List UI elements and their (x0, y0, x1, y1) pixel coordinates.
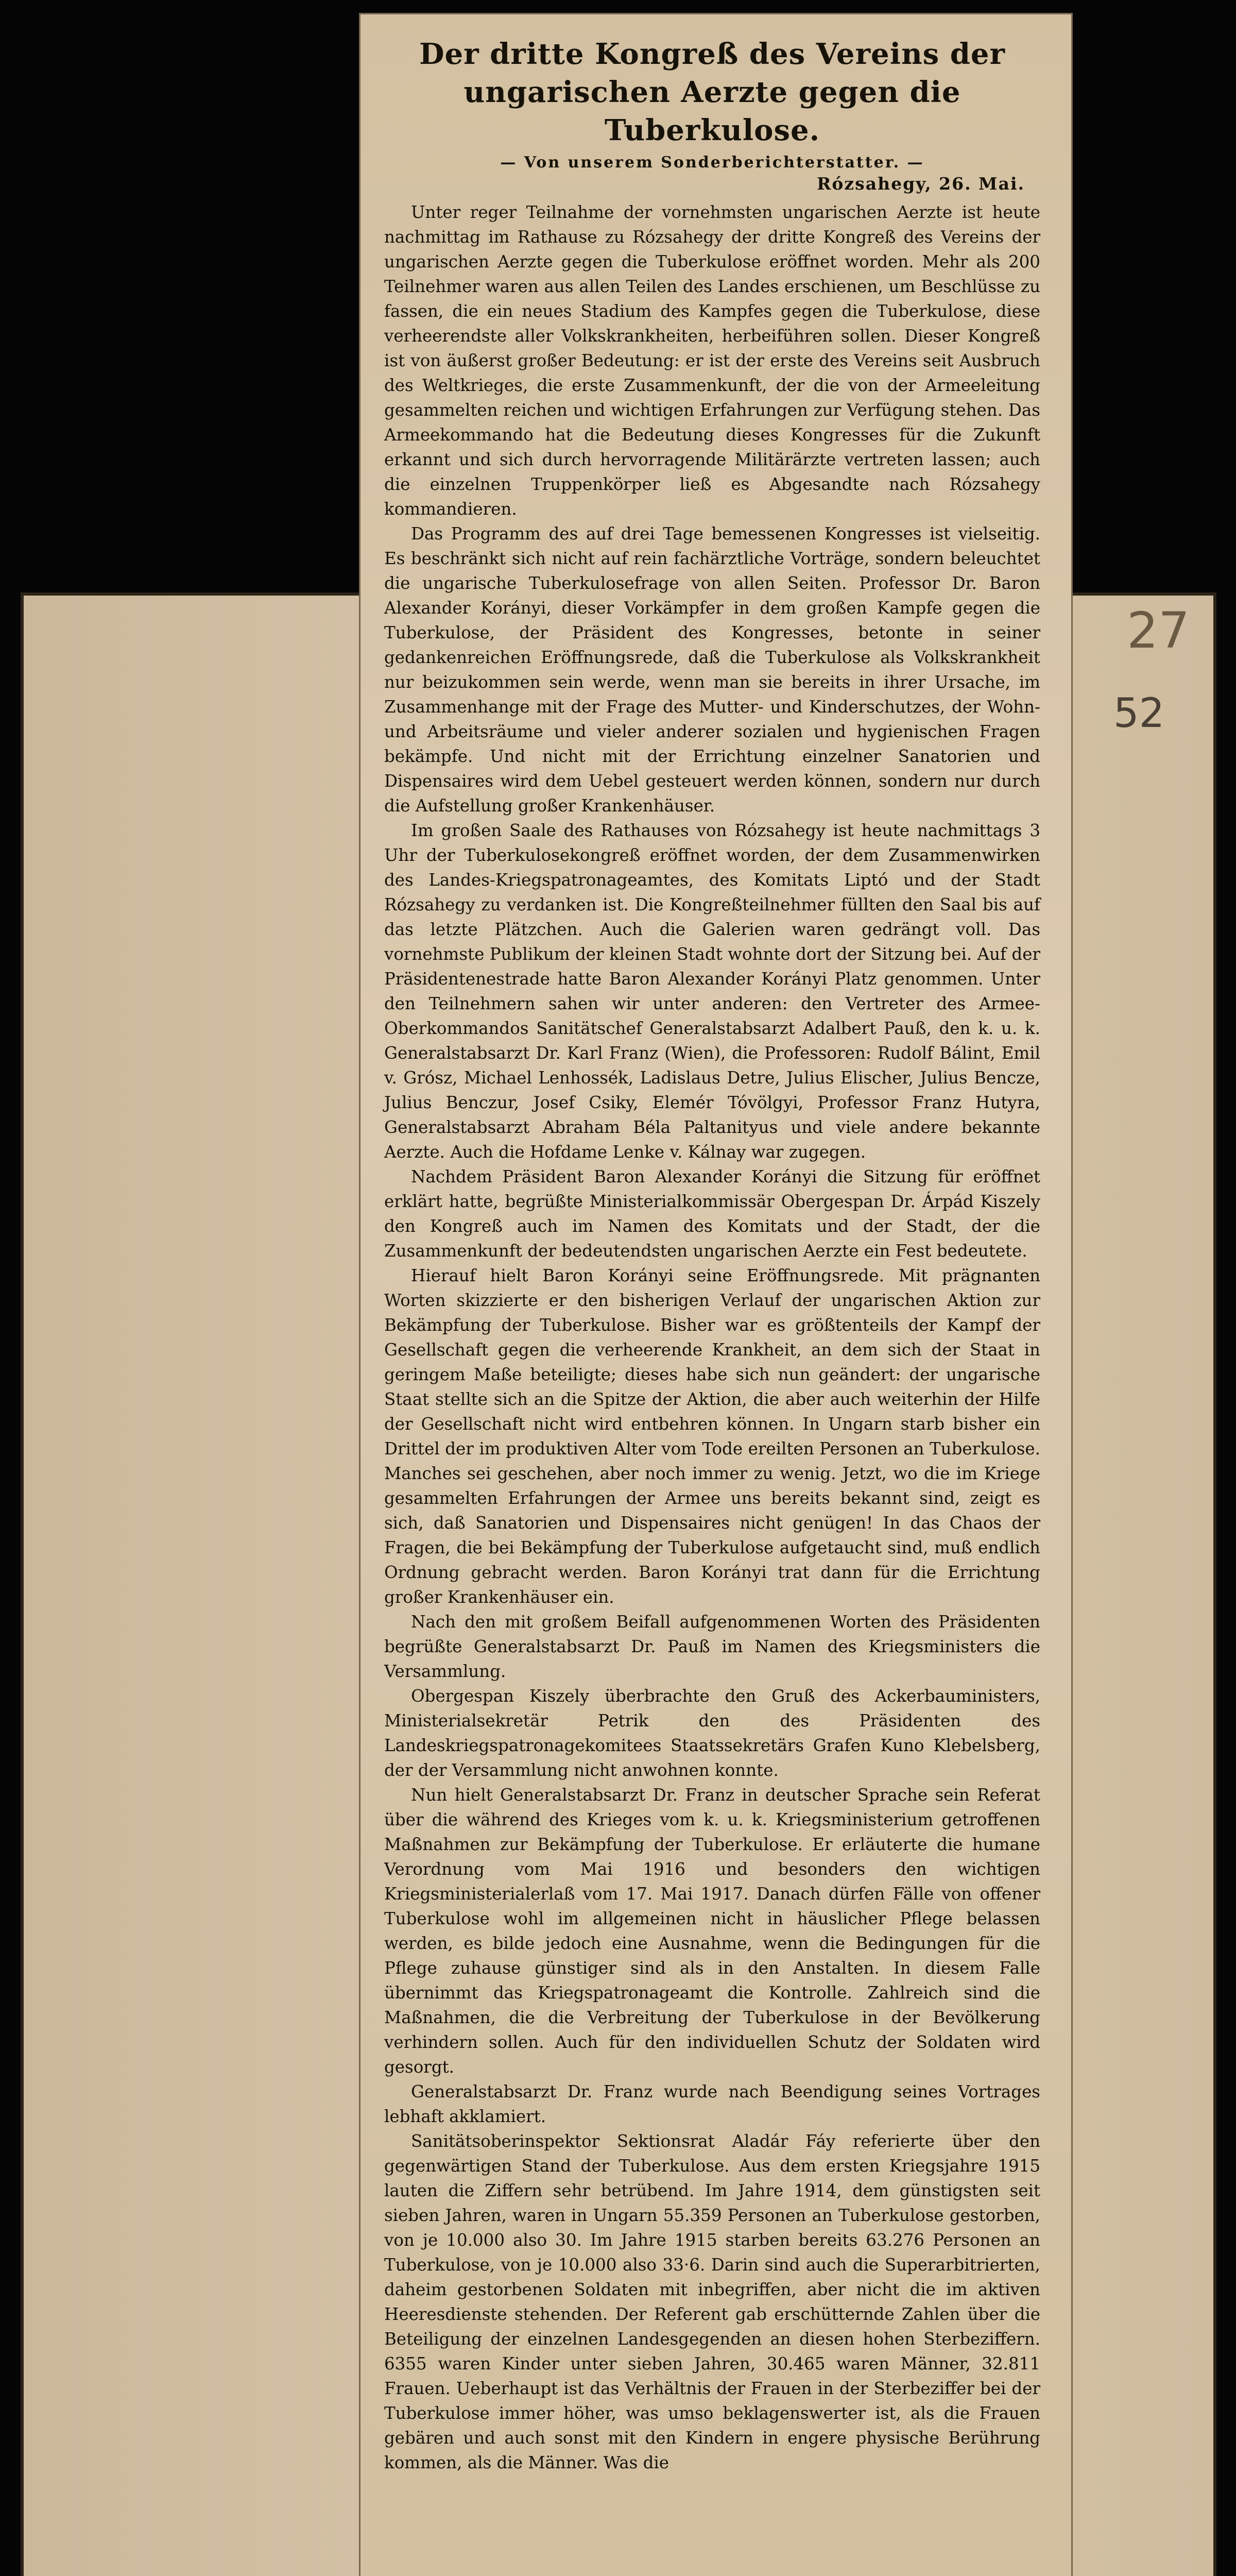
paragraph: Nachdem Präsident Baron Alexander Korányi die Sitzung für eröffnet erklärt hatte, begrüßte Ministerialkommissär Obergespan Dr. Árpád Kiszely den Kongreß auch im Namen des Komitats und der Stadt, der die Zusammenkunft der bedeutendsten ungarischen Aerzte ein Fest bedeutete. (384, 1167, 1040, 1261)
paragraph: Im großen Saale des Rathauses von Rózsahegy ist heute nachmittags 3 Uhr der Tuberkulosekongreß eröffnet worden, der dem Zusammenwirken des Landes-Kriegspatronageamtes, des Komitats Liptó und der Stadt Rózsahegy zu verdanken ist. Die Kongreßteilnehmer füllten den Saal bis auf das letzte Plätzchen. Auch die Galerien waren gedrängt voll. Das vornehmste Publikum der kleinen Stadt wohnte dort der Sitzung bei. Auf der Präsidentenestrade hatte Baron Alexander Korányi Platz genommen. Unter den Teilnehmern sahen wir unter anderen: den Vertreter des Armee-Oberkommandos Sanitätschef Generalstabsarzt Adalbert Pauß, den k. u. k. Generalstabsarzt Dr. Karl Franz (Wien), die Professoren: Rudolf Bálint, Emil v. Grósz, Michael Lenhossék, Ladislaus Detre, Julius Elischer, Julius Bencze, Julius Benczur, Josef Csiky, Elemér Tóvölgyi, Professor Franz Hutyra, Generalstabsarzt Abraham Béla Paltanityus und viele andere bekannte Aerzte. Auch die Hofdame Lenke v. Kálnay war zugegen. (384, 821, 1040, 1162)
paragraph: Sanitätsoberinspektor Sektionsrat Aladár Fáy referierte über den gegenwärtigen Stand der Tuberkulose. Aus dem ersten Kriegsjahre 1915 lauten die Ziffern sehr betrübend. Im Jahre 1914, dem günstigsten seit sieben Jahren, waren in Ungarn 55.359 Personen an Tuberkulose gestorben, von je 10.000 also 30. Im Jahre 1915 starben bereits 63.276 Personen an Tuberkulose, von je 10.000 also 33·6. Darin sind auch die Superarbitrierten, daheim gestorbenen Soldaten mit inbegriffen, aber nicht die im aktiven Heeresdienste stehenden. Der Referent gab erschütternde Zahlen über die Beteiligung der einzelnen Landesgegenden an diesen hohen Sterbeziffern. 6355 waren Kinder unter sieben Jahren, 30.465 waren Männer, 32.811 Frauen. Ueberhaupt ist das Verhältnis der Frauen in der Sterbeziffer bei der Tuberkulose immer höher, was umso beklagenswerter ist, als die Frauen gebären und auch sonst mit den Kindern in engere physische Berührung kommen, als die Männer. Was die (384, 2131, 1040, 2472)
article-byline: — Von unserem Sonderberichterstatter. — (500, 154, 924, 172)
mount-page-number: 52 (1113, 690, 1165, 737)
paragraph: Das Programm des auf drei Tage bemessenen Kongresses ist vielseitig. Es beschränkt sich nicht auf rein fachärztliche Vorträge, sondern beleuchtet die ungarische Tuberkulosefrage von allen Seiten. Professor Dr. Baron Alexander Korányi, dieser Vorkämpfer in dem großen Kampfe gegen die Tuberkulose, der Präsident des Kongresses, betonte in seiner gedankenreichen Eröffnungsrede, daß die Tuberkulose als Volkskrankheit nur beizukommen sein werde, wenn man sie bereits in ihrer Ursache, im Zusammenhange mit der Frage des Mutter- und Kinderschutzes, der Wohn- und Arbeitsräume und vieler anderer sozialen und hygienischen Fragen bekämpfe. Und nicht mit der Errichtung einzelner Sanatorien und Dispensaires wird dem Uebel gesteuert werden können, sondern nur durch die Aufstellung großer Krankenhäuser. (384, 524, 1040, 816)
paragraph: Nun hielt Generalstabsarzt Dr. Franz in deutscher Sprache sein Referat über die während des Krieges vom k. u. k. Kriegsministerium getroffenen Maßnahmen zur Bekämpfung der Tuberkulose. Er erläuterte die humane Verordnung vom Mai 1916 und besonders den wichtigen Kriegsministerialerlaß vom 17. Mai 1917. Danach dürfen Fälle von offener Tuberkulose wohl im allgemeinen nicht in häuslicher Pflege belassen werden, es bilde jedoch eine Ausnahme, wenn die Bedingungen für die Pflege zuhause günstiger sind als in den Anstalten. In diesem Falle übernimmt das Kriegspatronageamt die Kontrolle. Zahlreich sind die Maßnahmen, die die Verbreitung der Tuberkulose in der Bevölkerung verhindern sollen. Auch für den individuellen Schutz der Soldaten wird gesorgt. (384, 1785, 1040, 2077)
mount-pencil-note: 27 (1127, 602, 1190, 659)
article-title: Der dritte Kongreß des Vereins der ungarischen Aerzte gegen die Tuberkulose. (419, 37, 1005, 147)
paragraph: Nach den mit großem Beifall aufgenommenen Worten des Präsidenten begrüßte Generalstabsarzt Dr. Pauß im Namen des Kriegsministers die Versammlung. (384, 1612, 1040, 1681)
newspaper-clipping (360, 14, 1071, 2576)
paragraph: Generalstabsarzt Dr. Franz wurde nach Beendigung seines Vortrages lebhaft akklamiert. (384, 2082, 1040, 2126)
article-dateline: Rózsahegy, 26. Mai. (816, 174, 1025, 194)
paragraph: Hierauf hielt Baron Korányi seine Eröffnungsrede. Mit prägnanten Worten skizzierte er den bisherigen Verlauf der ungarischen Aktion zur Bekämpfung der Tuberkulose. Bisher war es größtenteils der Kampf der Gesellschaft gegen die verheerende Krankheit, an dem sich der Staat in geringem Maße beteiligte; dieses habe sich nun geändert: der ungarische Staat stellte sich an die Spitze der Aktion, die aber auch weiterhin der Hilfe der Gesellschaft nicht wird entbehren können. In Ungarn starb bisher ein Drittel der im produktiven Alter vom Tode ereilten Personen an Tuberkulose. Manches sei geschehen, aber noch immer zu wenig. Jetzt, wo die im Kriege gesammelten Erfahrungen der Armee uns bereits bekannt sind, zeigt es sich, daß Sanatorien und Dispensaires nicht genügen! In das Chaos der Fragen, die bei Bekämpfung der Tuberkulose aufgetaucht sind, muß endlich Ordnung gebracht werden. Baron Korányi trat dann für die Errichtung großer Krankenhäuser ein. (384, 1266, 1040, 1607)
paragraph: Obergespan Kiszely überbrachte den Gruß des Ackerbauministers, Ministerialsekretär Petrik den des Präsidenten des Landeskriegspatronagekomitees Staatssekretärs Grafen Kuno Klebelsberg, der der Versammlung nicht anwohnen konnte. (384, 1686, 1040, 1780)
paragraph: Unter reger Teilnahme der vornehmsten ungarischen Aerzte ist heute nachmittag im Rathause zu Rózsahegy der dritte Kongreß des Vereins der ungarischen Aerzte gegen die Tuberkulose eröffnet worden. Mehr als 200 Teilnehmer waren aus allen Teilen des Landes erschienen, um Beschlüsse zu fassen, die ein neues Stadium des Kampfes gegen die Tuberkulose, diese verheerendste aller Volkskrankheiten, herbeiführen sollen. Dieser Kongreß ist von äußerst großer Bedeutung: er ist der erste des Vereins seit Ausbruch des Weltkrieges, die erste Zusammenkunft, der die von der Armeeleitung gesammelten reichen und wichtigen Erfahrungen zur Verfügung stehen. Das Armeekommando hat die Bedeutung dieses Kongresses für die Zukunft erkannt und sich durch hervorragende Militärärzte vertreten lassen; auch die einzelnen Truppenkörper ließ es Abgesandte nach Rózsahegy kommandieren. (384, 202, 1040, 519)
